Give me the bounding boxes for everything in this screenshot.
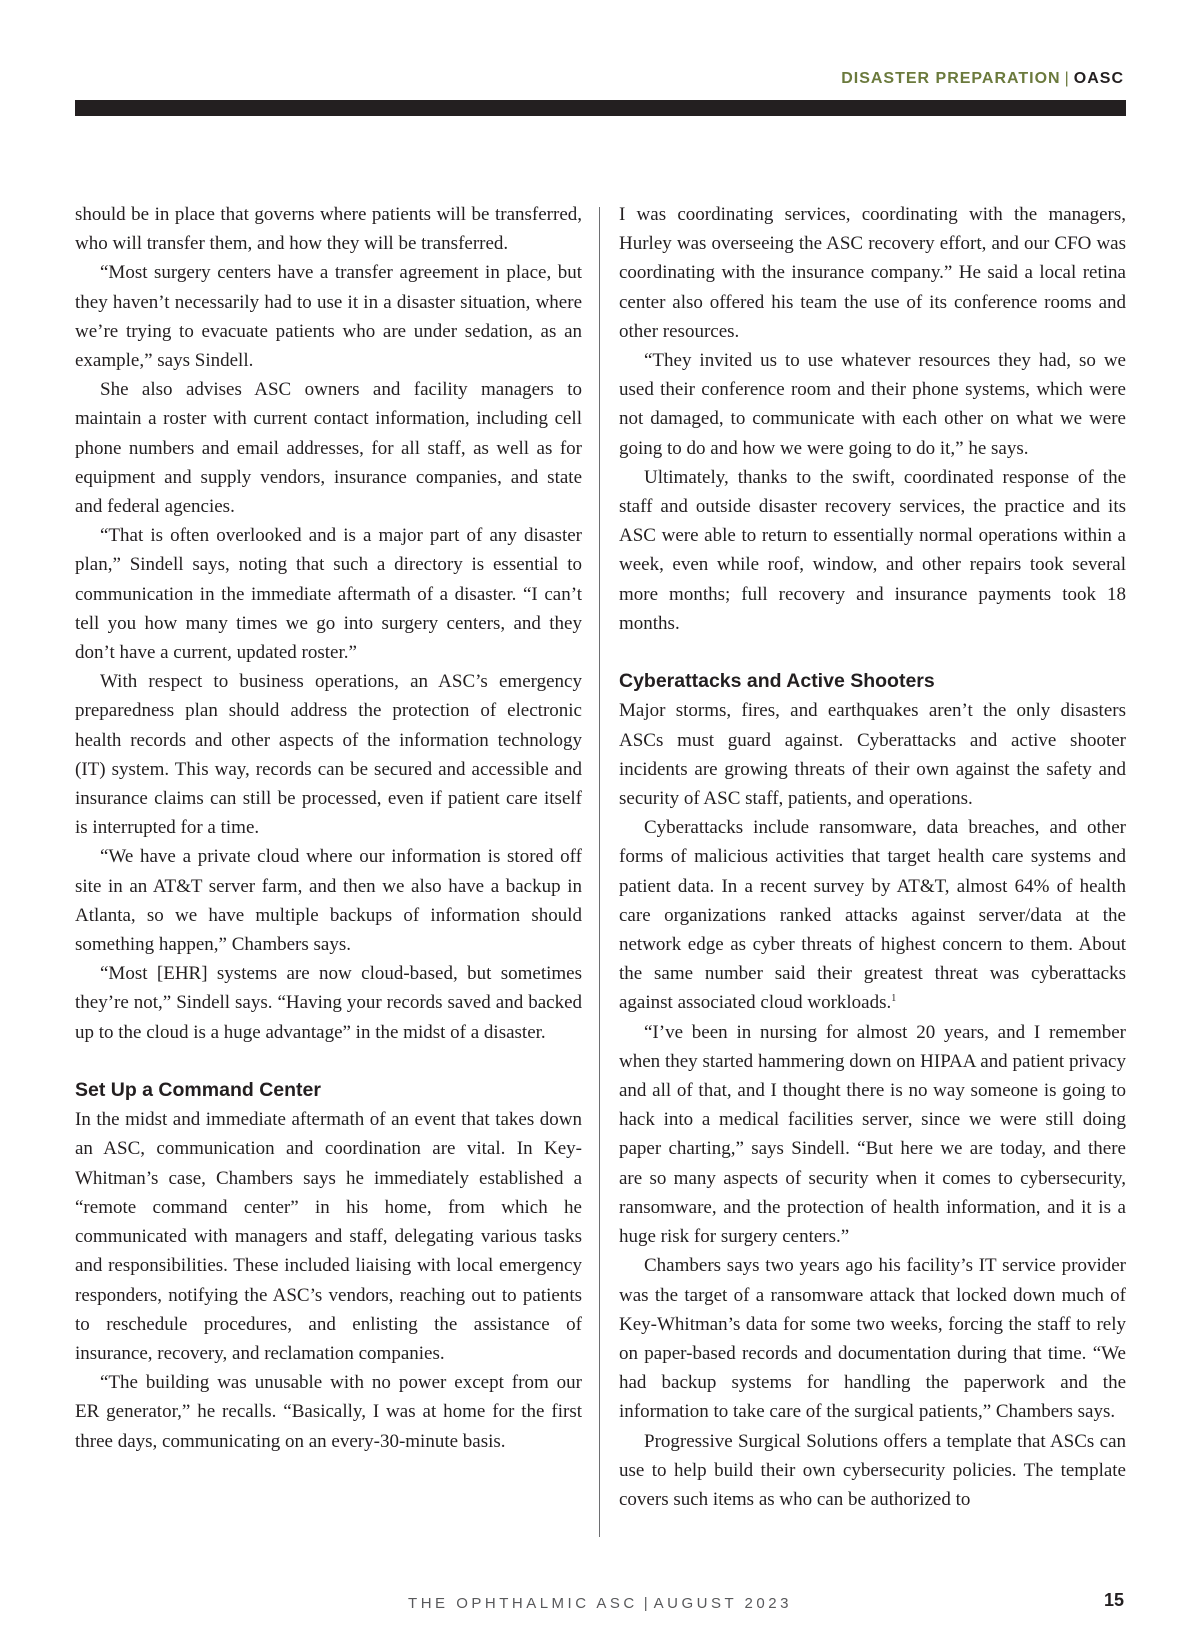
footer-issue: AUGUST 2023 [653,1595,792,1612]
body-paragraph: In the midst and immediate aftermath of an event that takes down an ASC, communication and coordination are vital. In Key-Whitman’s case, Chambers says he immediately established a “remote command center” in his home, from which he communicated with managers and staff, delegating various tasks and responsibilities. These included liaising with local emergency responders, notifying the ASC’s vendors, reaching out to patients to reschedule procedures, and enlisting the assistance of insurance, recovery, and reclamation companies. [75,1109,582,1364]
body-paragraph: Major storms, fires, and earthquakes aren’t the only disasters ASCs must guard against. Cyberattacks and active shooter incidents are growing threats of their own against the safety and security of ASC staff, patients, and operations. [619,700,1126,810]
page-number: 15 [1103,1590,1124,1610]
body-paragraph: “The building was unusable with no power except from our ER generator,” he recalls. “Basically, I was at home for the first three days, communicating on an every-30-minute basis. [75,1372,582,1452]
body-paragraph: “I’ve been in nursing for almost 20 years, and I remember when they started hammering down on HIPAA and patient privacy and all of that, and I thought there is no way someone is going to hack into a medical facilities server, since we were still doing paper charting,” says Sindell. “But here we are today, and there are so many aspects of security when it comes to cybersecurity, ransomware, and the protection of health information, and it is a huge risk for surgery centers.” [619,1021,1126,1248]
footer-separator: | [643,1595,648,1612]
running-footer [0,1595,1200,1612]
right-column [619,200,1126,1514]
body-paragraph: With respect to business operations, an ASC’s emergency preparedness plan should address the protection of electronic health records and other aspects of the information technology (IT) system. This way, records can be secured and accessible and insurance claims can still be processed, even if patient care itself is interrupted for a time. [75,671,582,839]
footer-publication: THE OPHTHALMIC ASC [408,1595,638,1612]
footnote-reference: 1 [891,993,897,1005]
section-heading: Set Up a Command Center [75,1079,321,1102]
body-paragraph: “They invited us to use whatever resources they had, so we used their conference room and their phone systems, which were not damaged, to communicate with each other on what we were going to do and how we were going to do it,” he says. [619,350,1126,459]
publication-abbrev: OASC [1073,70,1124,87]
section-label: DISASTER PREPARATION [841,70,1061,87]
body-paragraph: Ultimately, thanks to the swift, coordinated response of the staff and outside disaster recovery services, the practice and its ASC were able to return to essentially normal operations within a week, even while roof, window, and other repairs took several more months; full recovery and insurance payments took 18 months. [619,466,1126,634]
body-paragraph [619,813,1126,1017]
section-heading: Cyberattacks and Active Shooters [619,670,935,693]
running-header [841,70,1124,88]
body-paragraph: “Most [EHR] systems are now cloud-based, but sometimes they’re not,” Sindell says. “Having your records saved and backed up to the cloud is a huge advantage” in the midst of a disaster. [75,963,582,1043]
body-paragraph: I was coordinating services, coordinating with the managers, Hurley was overseeing the ASC recovery effort, and our CFO was coordinating with the insurance company.” He said a local retina center also offered his team the use of its conference rooms and other resources. [619,204,1126,342]
header-separator: | [1064,70,1070,87]
body-paragraph: “We have a private cloud where our information is stored off site in an AT&T server farm, and then we also have a backup in Atlanta, so we have multiple backups of information should something happen,” Chambers says. [75,846,582,956]
body-paragraph: should be in place that governs where patients will be transferred, who will transfer them, and how they will be transferred. [75,204,582,255]
body-paragraph: Chambers says two years ago his facility’s IT service provider was the target of a ransomware attack that locked down much of Key-Whitman’s data for some two weeks, forcing the staff to rely on paper-based records and documentation during that time. “We had backup systems for handling the paperwork and the information to take care of the surgical patients,” Chambers says. [619,1255,1126,1423]
header-rule [75,100,1126,116]
paragraph-text: Cyberattacks include ransomware, data breaches, and other forms of malicious activities that target health care systems and patient data. In a recent survey by AT&T, almost 64% of health care organizations ranked attacks against server/data at the network edge as cyber threats of highest concern to them. About the same number said their greatest threat was cyberattacks against associated cloud workloads. [619,817,1126,1014]
body-paragraph: “Most surgery centers have a transfer agreement in place, but they haven’t necessarily had to use it in a disaster situation, where we’re trying to evacuate patients who are under sedation, as an example,” says Sindell. [75,262,582,372]
body-paragraph: “That is often overlooked and is a major part of any disaster plan,” Sindell says, noting that such a directory is essential to communication in the immediate aftermath of a disaster. “I can’t tell you how many times we go into surgery centers, and they don’t have a current, updated roster.” [75,525,582,664]
body-paragraph: Progressive Surgical Solutions offers a template that ASCs can use to help build their own cybersecurity policies. The template covers such items as who can be authorized to [619,1430,1126,1510]
body-paragraph: She also advises ASC owners and facility managers to maintain a roster with current contact information, including cell phone numbers and email addresses, for all staff, as well as for equipment and supply vendors, insurance companies, and state and federal agencies. [75,379,582,518]
column-divider [599,207,600,1537]
left-column [75,200,582,1456]
